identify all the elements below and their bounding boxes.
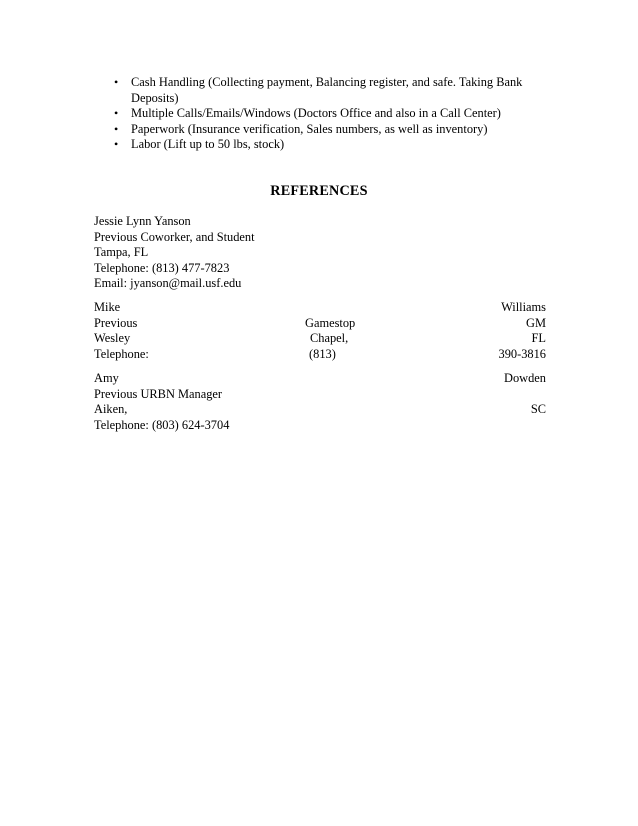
reference-state: FL — [531, 331, 546, 345]
skill-text: Paperwork (Insurance verification, Sales numbers, as well as inventory) — [131, 121, 488, 136]
reference-phone: Telephone: (813) 477-7823 — [94, 260, 230, 275]
skill-item-paperwork — [0, 122, 551, 138]
reference-role-row — [94, 316, 546, 332]
skills-list — [0, 75, 638, 153]
reference-phone-label: Telephone: — [94, 346, 149, 361]
reference-city-start: Wesley — [94, 331, 131, 345]
reference-phone-area-code: (813) — [309, 346, 336, 361]
reference-phone-row — [94, 347, 546, 363]
reference-first-name: Mike — [94, 300, 121, 314]
reference-name-row — [94, 300, 546, 316]
bullet-icon: • — [114, 106, 119, 120]
skill-text-continued: Deposits) — [131, 90, 179, 105]
reference-role-company: Gamestop — [305, 315, 356, 330]
reference-amy — [94, 371, 546, 433]
bullet-icon: • — [114, 121, 119, 136]
reference-relation: Previous Coworker, and Student — [94, 229, 255, 244]
skill-text: Cash Handling (Collecting payment, Balancing register, and safe. Taking Bank — [131, 75, 523, 89]
skill-item-cash-handling — [0, 75, 551, 106]
reference-role: Previous URBN Manager — [94, 386, 223, 401]
references-heading: REFERENCES — [270, 183, 368, 199]
reference-role-start: Previous — [94, 315, 138, 330]
reference-email: Email: jyanson@mail.usf.edu — [94, 276, 242, 290]
bullet-icon: • — [114, 75, 119, 89]
reference-name-row — [94, 371, 546, 387]
reference-last-name: Williams — [501, 300, 546, 314]
reference-jessie — [94, 214, 546, 292]
skill-item-multiple-calls — [0, 106, 551, 122]
reference-last-name: Dowden — [504, 371, 546, 385]
skill-text: Multiple Calls/Emails/Windows (Doctors Office and also in a Call Center) — [131, 106, 501, 120]
reference-city: Aiken, — [94, 402, 128, 416]
reference-phone: Telephone: (803) 624-3704 — [94, 417, 230, 432]
reference-first-name: Amy — [94, 371, 119, 385]
skill-item-labor — [0, 137, 551, 153]
bullet-icon: • — [114, 137, 119, 151]
reference-city-end: Chapel, — [310, 331, 349, 345]
reference-role-title: GM — [526, 315, 546, 330]
reference-name: Jessie Lynn Yanson — [94, 214, 191, 228]
reference-location-row — [94, 331, 546, 347]
skill-text: Labor (Lift up to 50 lbs, stock) — [131, 137, 285, 151]
reference-location: Tampa, FL — [94, 245, 149, 259]
reference-location-row — [94, 402, 546, 418]
reference-state: SC — [530, 402, 546, 416]
reference-mike — [94, 300, 546, 362]
reference-phone-number: 390-3816 — [498, 346, 546, 361]
